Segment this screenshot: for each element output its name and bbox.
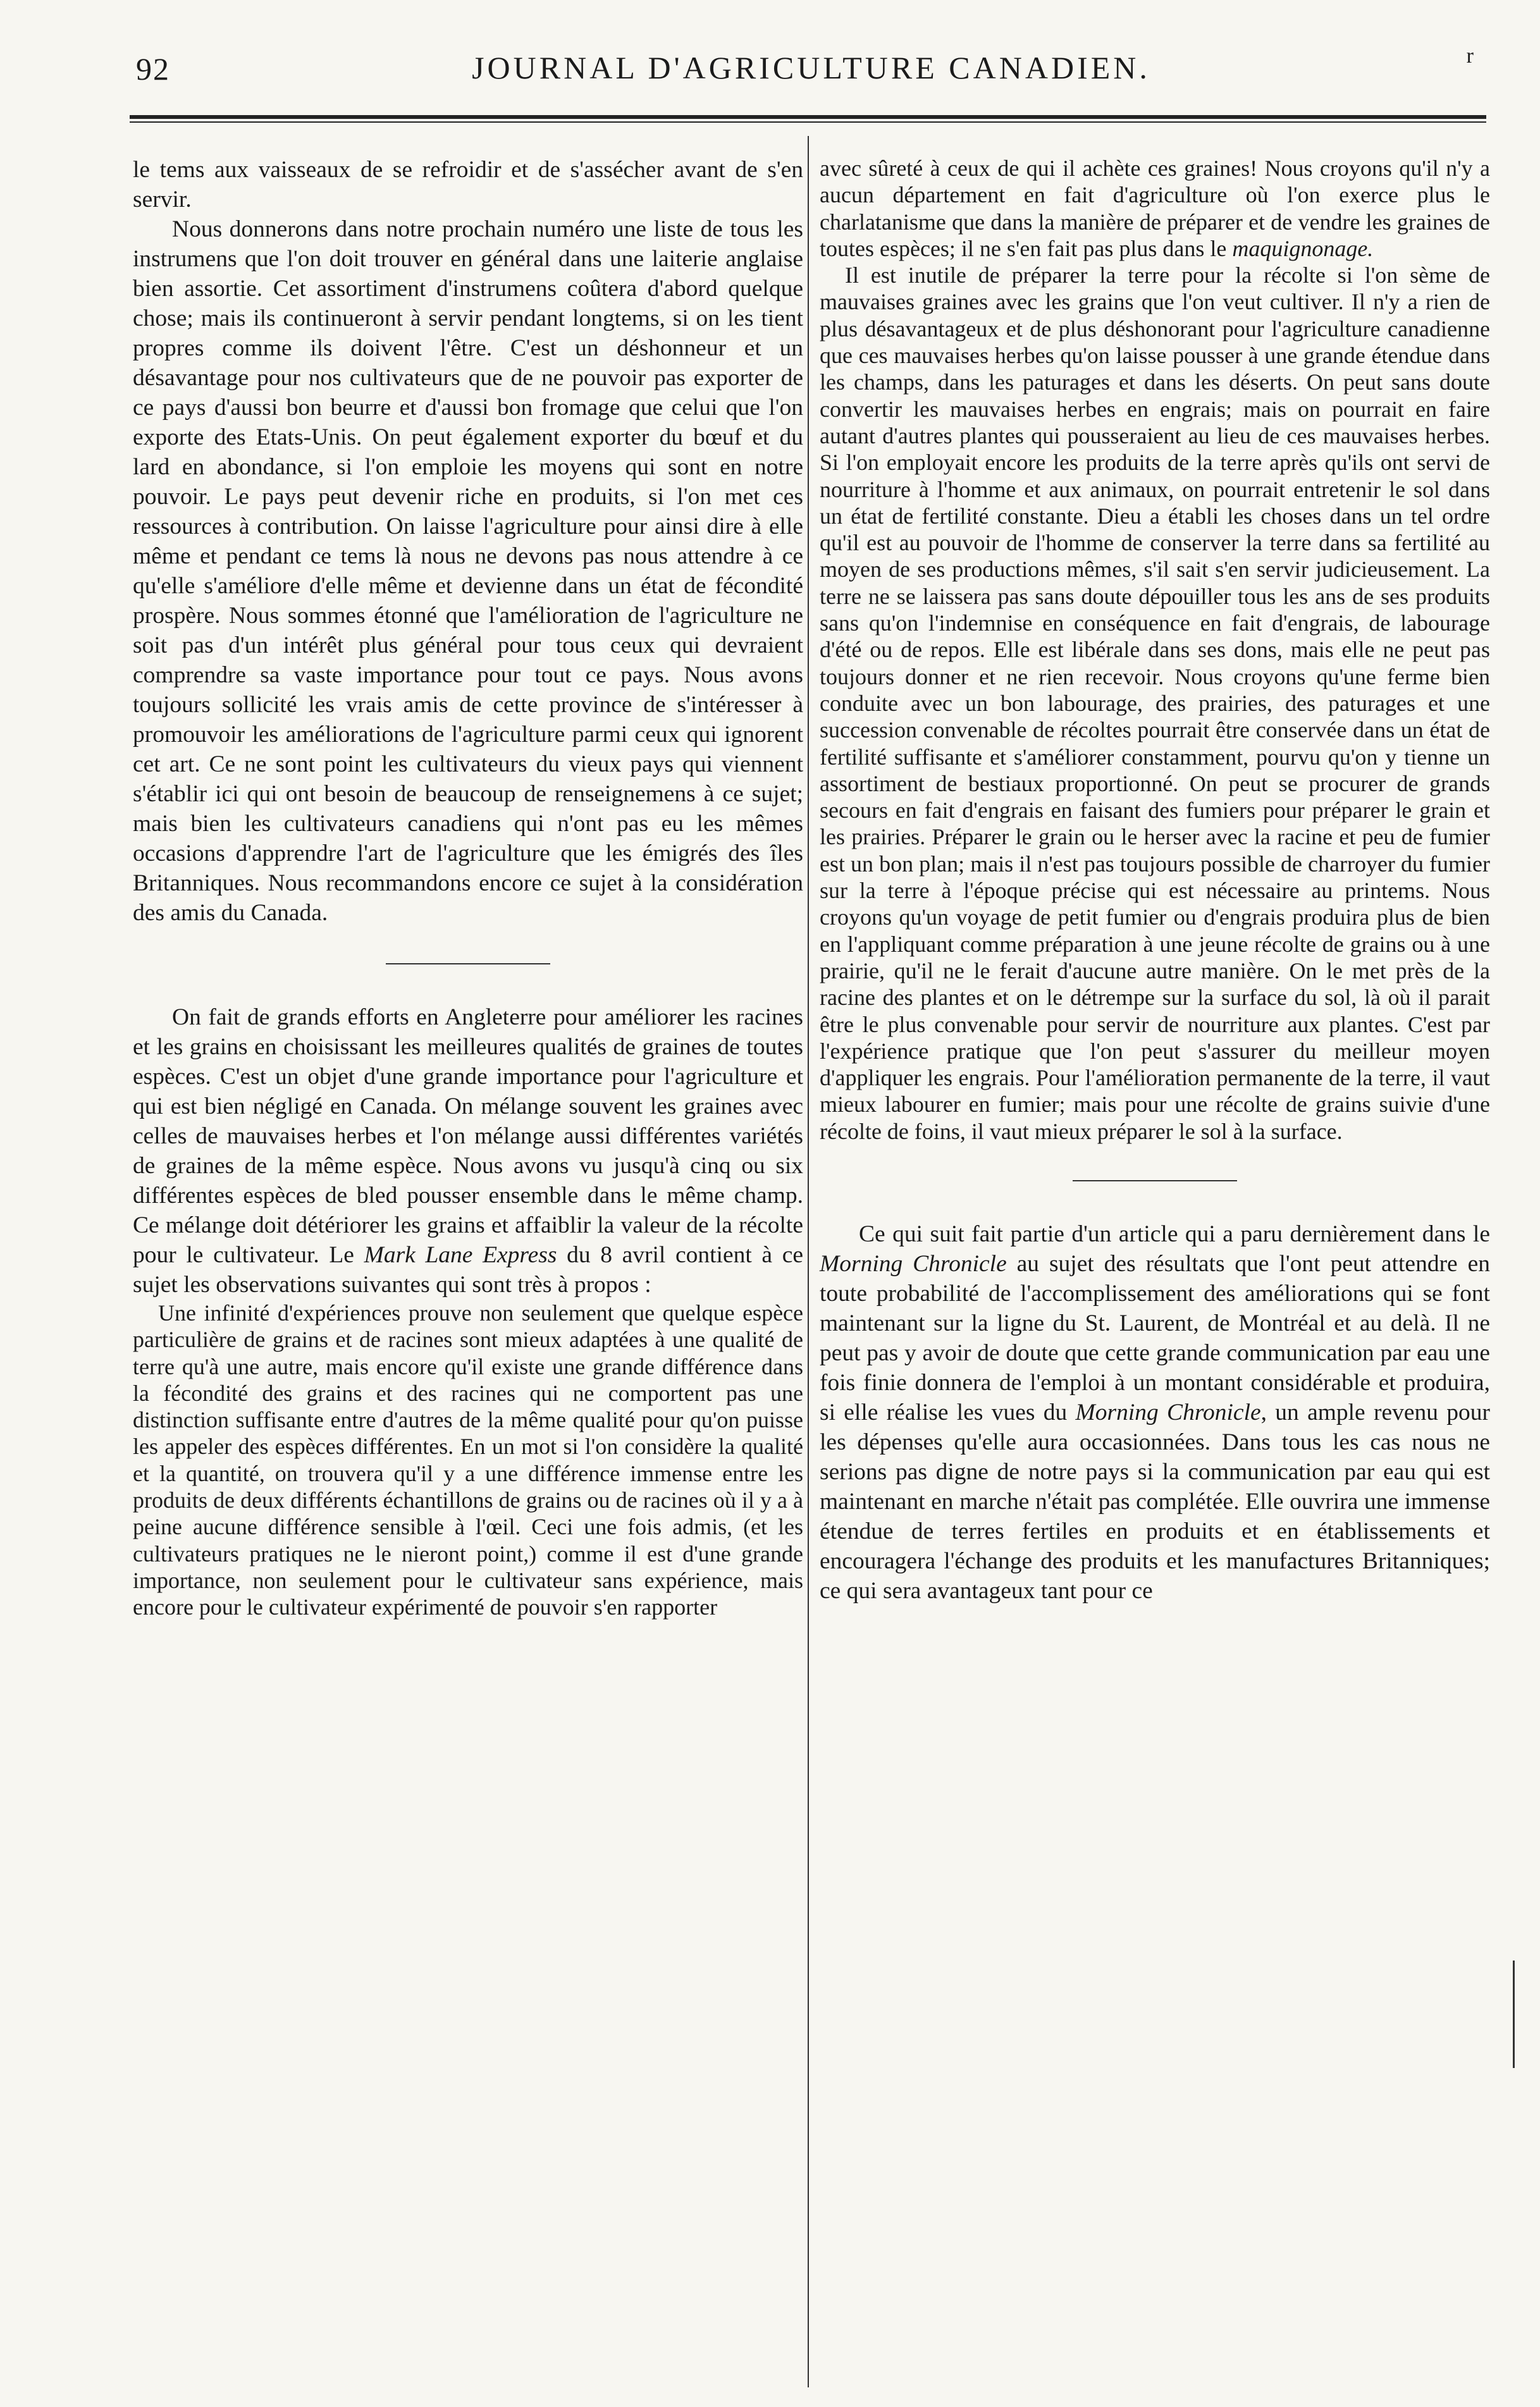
right-column xyxy=(820,155,1490,1606)
section-separator xyxy=(386,963,550,964)
section-separator xyxy=(1073,1180,1237,1181)
page-header xyxy=(136,44,1486,95)
paragraph: Nous donnerons dans notre prochain numéro une liste de tous les instrumens que l'on doit trouver en général dans une laiterie anglaise bien assortie. Cet assortiment d'instrumens coûtera d'abord quelque chose; mais ils continueront à servir pendant longtems, si on les tient propres comme ils doivent l'être. C'est un déshonneur et un désavantage pour nos cultivateurs que de ne pouvoir pas exporter de ce pays d'aussi bon beurre et d'aussi bon fromage que celui que l'on exporte des Etats-Unis. On peut également exporter du bœuf et du lard en abondance, si l'on emploie les moyens qui sont en notre pouvoir. Le pays peut devenir riche en produits, si l'on met ces ressources à contribution. On laisse l'agriculture pour ainsi dire à elle même et pendant ce tems là nous ne devons pas nous attendre à ce qu'elle s'améliore d'elle même et devienne dans un état de fécondité prospère. Nous sommes étonné que l'amélioration de l'agriculture ne soit pas d'un intérêt plus général pour tous ceux qui devraient comprendre sa vaste importance pour tout ce pays. Nous avons toujours sollicité les vrais amis de cette province de s'intéresser à promouvoir les améliorations de l'agriculture parmi ceux qui ignorent cet art. Ce ne sont point les cultivateurs du vieux pays qui viennent s'établir ici qui ont besoin de beaucoup de renseignemens à ce sujet; mais bien les cultivateurs canadiens qui n'ont pas eu les mêmes occasions d'apprendre l'art de l'agriculture que les émigrés des îles Britanniques. Nous recommandons encore ce sujet à la considération des amis du Canada. xyxy=(133,216,803,926)
corner-mark: r xyxy=(1466,44,1474,68)
quoted-passage-continued xyxy=(820,155,1490,1145)
publication-title: Morning Chronicle xyxy=(1075,1399,1261,1425)
left-column xyxy=(133,155,803,1621)
quote-paragraph: Une infinité d'expériences prouve non seulement que quelque espèce particulière de grains et de racines sont mieux adaptées à une qualité de terre qu'à une autre, mais encore qu'il existe une grande différence dans la fécondité des grains et des racines qui ne comportent pas une distinction suffisante entre d'autres de la même qualité pour qu'on puisse les appeler des espèces différentes. En un mot si l'on considère la qualité et la quantité, on trouvera qu'il y a une différence immense entre les produits de deux différents échantillons de grains ou de racines où il y a à peine aucune différence sensible à l'œil. Ceci une fois admis, (et les cultivateurs pratiques ne le nieront point,) comme il est d'une grande importance, non seulement pour le cultivateur sans expérience, mais encore pour le cultivateur expérimenté de pouvoir s'en rapporter xyxy=(133,1300,803,1620)
italic-word: maquignonage. xyxy=(1232,235,1374,261)
quoted-passage xyxy=(133,1300,803,1621)
publication-title: Mark Lane Express xyxy=(364,1242,557,1268)
page-number: 92 xyxy=(136,51,170,87)
header-rule xyxy=(130,115,1486,123)
paragraph: le tems aux vaisseaux de se refroidir et de s'assécher avant de s'en servir. xyxy=(133,157,803,212)
paragraph: Ce qui suit fait partie d'un article qui a paru dernièrement dans le Morning Chronicle au sujet des résultats que l'ont peut attendre en toute probabilité de l'accomplissement des améliorations qui se font maintenant sur la ligne du St. Laurent, de Montréal et au delà. Il ne peut pas y avoir de doute que cette grande communication par eau une fois finie donnera de l'emploi à un montant considérable et produira, si elle réalise les vues du Morning Chronicle, un ample revenu pour les dépenses qu'elle aura occasionnées. Dans tous les cas nous ne serions pas digne de notre pays si la communication par eau qui est maintenant en marche n'était pas complétée. Elle ouvrira une immense étendue de terres fertiles en produits et en établissements et encouragera l'échange des produits et les manufactures Britanniques; ce qui sera avantageux tant pour ce xyxy=(820,1221,1491,1604)
publication-title: Morning Chronicle xyxy=(820,1250,1007,1277)
paragraph: On fait de grands efforts en Angleterre pour améliorer les racines et les grains en choisissant les meilleures qualités de graines de toutes espèces. C'est un objet d'une grande importance pour l'agriculture et qui est bien négligé en Canada. On mélange souvent les graines avec celles de mauvaises herbes et l'on mélange aussi différentes variétés de graines de la même espèce. Nous avons vu jusqu'à cinq ou six différentes espèces de bled pousser ensemble dans le même champ. Ce mélange doit détériorer les grains et affaiblir la valeur de la récolte pour le cultivateur. Le Mark Lane Express du 8 avril contient à ce sujet les observations suivantes qui sont très à propos : xyxy=(133,1004,803,1298)
column-divider xyxy=(808,136,809,2387)
margin-mark xyxy=(1513,1961,1515,2068)
quote-paragraph: Il est inutile de préparer la terre pour la récolte si l'on sème de mauvaises graines avec les grains que l'on veut cultiver. Il n'y a rien de plus désavantageux et de plus déshonorant pour l'agriculture canadienne que ces mauvaises herbes qu'on laisse pousser à une grande étendue dans les champs, dans les paturages et dans les déserts. On peut sans doute convertir les mauvaises herbes en engrais; mais on pourrait en faire autant d'autres plantes qui pousseraient au lieu de ces mauvaises herbes. Si l'on employait encore les produits de la terre après qu'ils ont servi de nourriture à l'homme et aux animaux, on pourrait entretenir le sol dans un état de fertilité constante. Dieu a établi les choses dans un tel ordre qu'il est au pouvoir de l'homme de conserver la terre dans sa fertilité au moyen de ses productions mêmes, s'il sait s'en servir judicieusement. La terre ne se laissera pas sans doute dépouiller tous les ans de ses produits sans qu'on l'indemnise en conséquence en fait d'engrais, de labourage d'été ou de repos. Elle est libérale dans ses dons, mais elle ne peut pas toujours donner et ne rien recevoir. Nous croyons qu'une ferme bien conduite avec un bon labourage, des prairies, des paturages et une succession convenable de récoltes pourrait être conservée dans un état de fertilité suffisante et s'améliorer constamment, pourvu qu'on y tienne un assortiment de bestiaux proportionné. On peut se procurer de grands secours en fait d'engrais en faisant des fumiers pour préparer le grain et les prairies. Préparer le grain ou le herser avec la racine et peu de fumier est un bon plan; mais il n'est pas toujours possible de charroyer du fumier sur la terre à l'époque précise qui est nécessaire au printems. Nous croyons qu'un voyage de petit fumier ou d'engrais produira plus de bien en l'appliquant comme préparation à une jeune récolte de grains ou à une prairie, qu'il ne le ferait d'aucune autre manière. On le met près de la racine des plantes et on le détrempe sur la surface du sol, là où il parait être le plus convenable pour servir de nourriture aux plantes. C'est par l'expérience pratique que l'on peut s'assurer du meilleur moyen d'appliquer les engrais. Pour l'amélioration permanente de la terre, il vaut mieux labourer en fumier; mais pour une récolte de grains suivie d'une récolte de foins, il vaut mieux préparer le sol à la surface. xyxy=(820,262,1490,1144)
running-title: JOURNAL D'AGRICULTURE CANADIEN. xyxy=(472,50,1150,85)
quote-paragraph: avec sûreté à ceux de qui il achète ces graines! Nous croyons qu'il n'y a aucun département en fait d'agriculture où l'on exerce plus le charlatanisme que dans la manière de préparer et de vendre les graines de toutes espèces; il ne s'en fait pas plus dans le maquignonage. xyxy=(820,156,1490,261)
